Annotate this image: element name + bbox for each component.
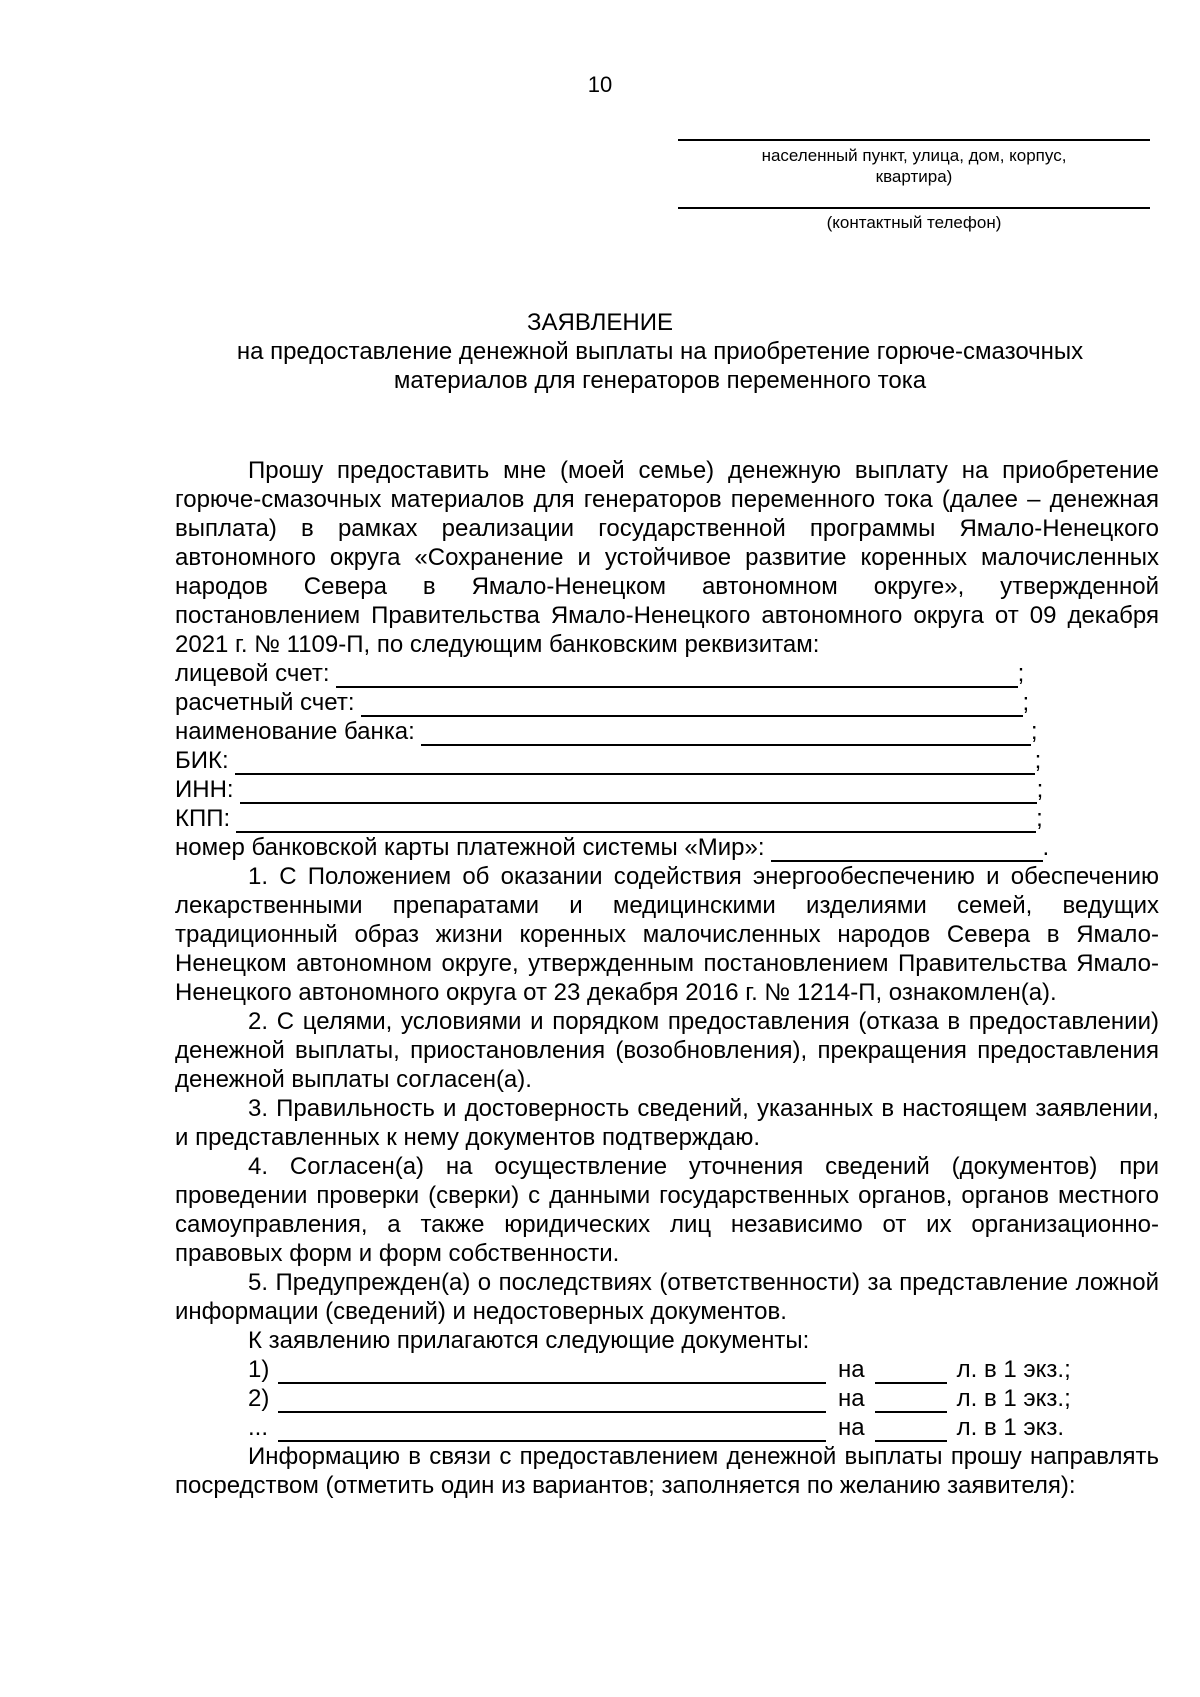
field-account: [175, 659, 1159, 688]
item-4: 4. Согласен(а) на осуществление уточнения сведений (документов) при проведении проверки (сверки) с данными государственных органов, органов местного самоуправления, а также юридических лиц независимо от их организационно-правовых форм и форм собственности.: [175, 1153, 1159, 1267]
page-number: 10: [587, 72, 613, 97]
address-caption-line-1: населенный пункт, улица, дом, корпус,: [761, 146, 1067, 165]
subtitle-line-1: на предоставление денежной выплаты на приобретение горюче-смазочных: [236, 338, 1084, 365]
attachment-tail: л. в 1 экз.;: [956, 1385, 1071, 1412]
attachment-na: на: [838, 1385, 865, 1412]
field-inn-input[interactable]: [240, 780, 1037, 804]
field-account-label: лицевой счет:: [175, 660, 330, 687]
field-account-input[interactable]: [336, 664, 1018, 688]
phone-line[interactable]: [678, 207, 1150, 209]
attachment-num: 2): [248, 1385, 270, 1412]
field-bik-label: БИК:: [175, 747, 229, 774]
field-settlement-label: расчетный счет:: [175, 689, 355, 716]
field-bank-sep: ;: [1030, 718, 1038, 745]
field-kpp: [175, 804, 1159, 833]
field-kpp-sep: ;: [1036, 805, 1043, 832]
attachment-name-input[interactable]: [278, 1418, 826, 1442]
field-inn-label: ИНН:: [175, 776, 234, 803]
subtitle-line-2: материалов для генераторов переменного тока: [393, 367, 927, 394]
phone-caption: (контактный телефон): [826, 213, 1002, 232]
attachment-num: ...: [248, 1414, 269, 1441]
attachment-row: [175, 1413, 1159, 1442]
attachment-pages-input[interactable]: [875, 1389, 947, 1413]
field-inn: [175, 775, 1159, 804]
field-settlement-input[interactable]: [361, 693, 1023, 717]
field-bik: [175, 746, 1159, 775]
field-settlement: [175, 688, 1159, 717]
item-1: 1. С Положением об оказании содействия энергообеспечению и обеспечению лекарственными препаратами и медицинскими изделиями семей, ведущих традиционный образ жизни коренных малочисленных народов Севера в Ямало-Ненецком автономном округе, утвержденным постановлением Правительства Ямало-Ненецкого автономного округа от 23 декабря 2016 г. № 1214-П, ознакомлен(а).: [175, 863, 1159, 1006]
attachment-tail: л. в 1 экз.: [956, 1414, 1065, 1441]
field-account-sep: ;: [1017, 660, 1025, 687]
document-body: [175, 456, 1159, 1500]
address-caption: [678, 145, 1150, 187]
attachment-name-input[interactable]: [278, 1389, 826, 1413]
document-subtitle: [190, 337, 1130, 395]
field-settlement-sep: ;: [1022, 689, 1030, 716]
address-line[interactable]: [678, 139, 1150, 141]
attachment-na: на: [838, 1414, 865, 1441]
field-bank-label: наименование банка:: [175, 718, 415, 745]
info-paragraph: Информацию в связи с предоставлением денежной выплаты прошу направлять посредством (отметить один из вариантов; заполняется по желанию заявителя):: [175, 1443, 1159, 1499]
attachment-pages-input[interactable]: [875, 1418, 947, 1442]
attachment-pages-input[interactable]: [875, 1360, 947, 1384]
field-bik-input[interactable]: [235, 751, 1035, 775]
field-bank-input[interactable]: [421, 722, 1031, 746]
field-bank: [175, 717, 1159, 746]
field-card-input[interactable]: [771, 838, 1043, 862]
attachment-name-input[interactable]: [278, 1360, 826, 1384]
attachment-row: [175, 1355, 1159, 1384]
attachment-row: [175, 1384, 1159, 1413]
field-bik-sep: ;: [1034, 747, 1042, 774]
attachment-tail: л. в 1 экз.;: [956, 1356, 1071, 1383]
document-title: ЗАЯВЛЕНИЕ: [527, 309, 673, 336]
attachments-heading: К заявлению прилагаются следующие документы:: [248, 1327, 810, 1354]
field-kpp-label: КПП:: [175, 805, 231, 832]
field-card: [175, 833, 1159, 862]
field-card-end: .: [1042, 834, 1050, 861]
address-caption-line-2: квартира): [875, 167, 953, 186]
field-inn-sep: ;: [1036, 776, 1044, 803]
intro-paragraph: Прошу предоставить мне (моей семье) денежную выплату на приобретение горюче-смазочных материалов для генераторов переменного тока (далее – денежная выплата) в рамках реализации государственной программы Ямало-Ненецкого автономного округа «Сохранение и устойчивое развитие коренных малочисленных народов Севера в Ямало-Ненецком автономном округе», утвержденной постановлением Правительства Ямало-Ненецкого автономного округа от 09 декабря 2021 г. № 1109-П, по следующим банковским реквизитам:: [175, 457, 1159, 658]
field-kpp-input[interactable]: [236, 809, 1036, 833]
attachment-num: 1): [248, 1356, 270, 1383]
item-2: 2. С целями, условиями и порядком предоставления (отказа в предоставлении) денежной выплаты, приостановления (возобновления), прекращения предоставления денежной выплаты согласен(а).: [175, 1008, 1159, 1093]
attachment-na: на: [838, 1356, 865, 1383]
item-3: 3. Правильность и достоверность сведений, указанных в настоящем заявлении, и представленных к нему документов подтверждаю.: [175, 1095, 1159, 1151]
field-card-label: номер банковской карты платежной системы «Мир»:: [175, 834, 765, 861]
item-5: 5. Предупрежден(а) о последствиях (ответственности) за представление ложной информации (сведений) и недостоверных документов.: [175, 1269, 1159, 1325]
